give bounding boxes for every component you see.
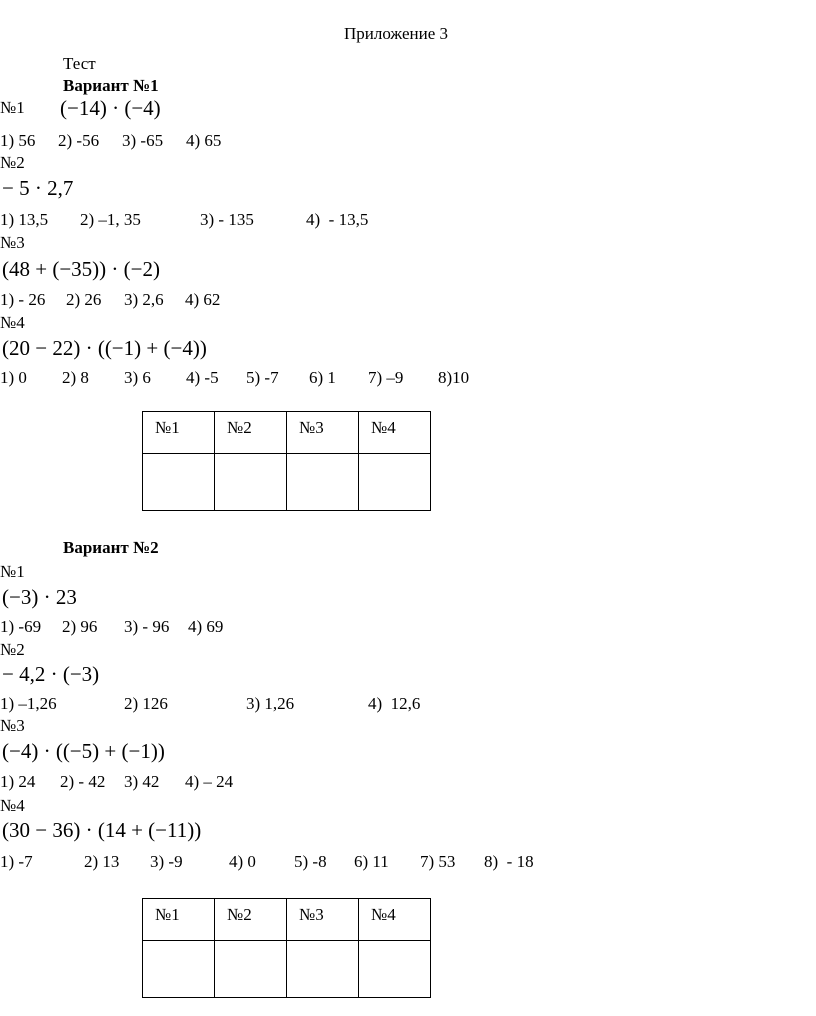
option: 4) 65: [186, 131, 222, 150]
answer-cell[interactable]: [359, 941, 431, 998]
header-cell: №1: [143, 412, 215, 454]
option: 4) -5: [186, 368, 219, 387]
option: 1) 13,5: [0, 210, 49, 229]
v1-q4-expression: (20 − 22) · ((−1) + (−4)): [2, 336, 207, 360]
v2-answer-table: [142, 898, 431, 998]
v1-q1-expression: (−14) · (−4): [60, 96, 161, 120]
test-label: Тест: [63, 54, 96, 73]
option: 2) 26: [66, 290, 102, 309]
v2-q2-number: №2: [0, 640, 25, 659]
option: 3) 6: [124, 368, 151, 387]
header-cell: №2: [215, 412, 287, 454]
option: 2) - 42: [60, 772, 106, 791]
v1-q3-expression: (48 + (−35)) · (−2): [2, 257, 160, 281]
answer-cell[interactable]: [359, 454, 431, 511]
variant-1-heading: Вариант №1: [63, 76, 159, 95]
table-header-row: [143, 899, 431, 941]
v2-q1-number: №1: [0, 562, 25, 581]
option: 7) 53: [420, 852, 456, 871]
option: 3) - 135: [200, 210, 254, 229]
option: 5) -7: [246, 368, 279, 387]
option: 3) -9: [150, 852, 183, 871]
v2-q4-expression: (30 − 36) · (14 + (−11)): [2, 818, 202, 842]
answer-cell[interactable]: [143, 454, 215, 511]
option: 3) 42: [124, 772, 160, 791]
variant-2-heading: Вариант №2: [63, 538, 159, 557]
header-cell: №3: [287, 412, 359, 454]
option: 5) -8: [294, 852, 327, 871]
option: 1) 24: [0, 772, 36, 791]
v1-q2-expression: − 5 · 2,7: [2, 176, 74, 200]
header-cell: №4: [359, 412, 431, 454]
option: 2) 96: [62, 617, 98, 636]
option: 4) 69: [188, 617, 224, 636]
option: 4) – 24: [185, 772, 234, 791]
v1-q1-number: №1: [0, 98, 25, 117]
option: 4) - 13,5: [306, 210, 369, 229]
option: 2) 126: [124, 694, 168, 713]
v1-q3-number: №3: [0, 233, 25, 252]
v2-q3-number: №3: [0, 716, 25, 735]
option: 7) –9: [368, 368, 404, 387]
page-title: Приложение 3: [344, 24, 448, 43]
option: 1) –1,26: [0, 694, 57, 713]
option: 4) 12,6: [368, 694, 421, 713]
answer-cell[interactable]: [215, 941, 287, 998]
v2-q4-number: №4: [0, 796, 25, 815]
option: 2) 8: [62, 368, 89, 387]
option: 3) 1,26: [246, 694, 295, 713]
header-cell: №2: [215, 899, 287, 941]
v2-q3-expression: (−4) · ((−5) + (−1)): [2, 739, 165, 763]
answer-cell[interactable]: [287, 941, 359, 998]
option: 2) -56: [58, 131, 100, 150]
option: 4) 0: [229, 852, 256, 871]
option: 8)10: [438, 368, 470, 387]
answer-cell[interactable]: [143, 941, 215, 998]
option: 3) 2,6: [124, 290, 164, 309]
option: 4) 62: [185, 290, 221, 309]
v2-q1-expression: (−3) · 23: [2, 585, 77, 609]
option: 1) - 26: [0, 290, 46, 309]
v1-answer-table: [142, 411, 431, 511]
answer-cell[interactable]: [215, 454, 287, 511]
option: 1) 56: [0, 131, 36, 150]
option: 1) -7: [0, 852, 33, 871]
option: 3) - 96: [124, 617, 170, 636]
header-cell: №4: [359, 899, 431, 941]
option: 1) -69: [0, 617, 42, 636]
table-header-row: [143, 412, 431, 454]
option: 6) 1: [309, 368, 336, 387]
v1-q2-number: №2: [0, 153, 25, 172]
header-cell: №1: [143, 899, 215, 941]
option: 6) 11: [354, 852, 389, 871]
v1-q4-number: №4: [0, 313, 25, 332]
v2-q2-expression: − 4,2 · (−3): [2, 662, 100, 686]
option: 2) 13: [84, 852, 120, 871]
option: 1) 0: [0, 368, 27, 387]
option: 8) - 18: [484, 852, 534, 871]
option: 2) –1, 35: [80, 210, 141, 229]
answer-cell[interactable]: [287, 454, 359, 511]
header-cell: №3: [287, 899, 359, 941]
option: 3) -65: [122, 131, 164, 150]
answer-row: [143, 941, 431, 998]
answer-row: [143, 454, 431, 511]
